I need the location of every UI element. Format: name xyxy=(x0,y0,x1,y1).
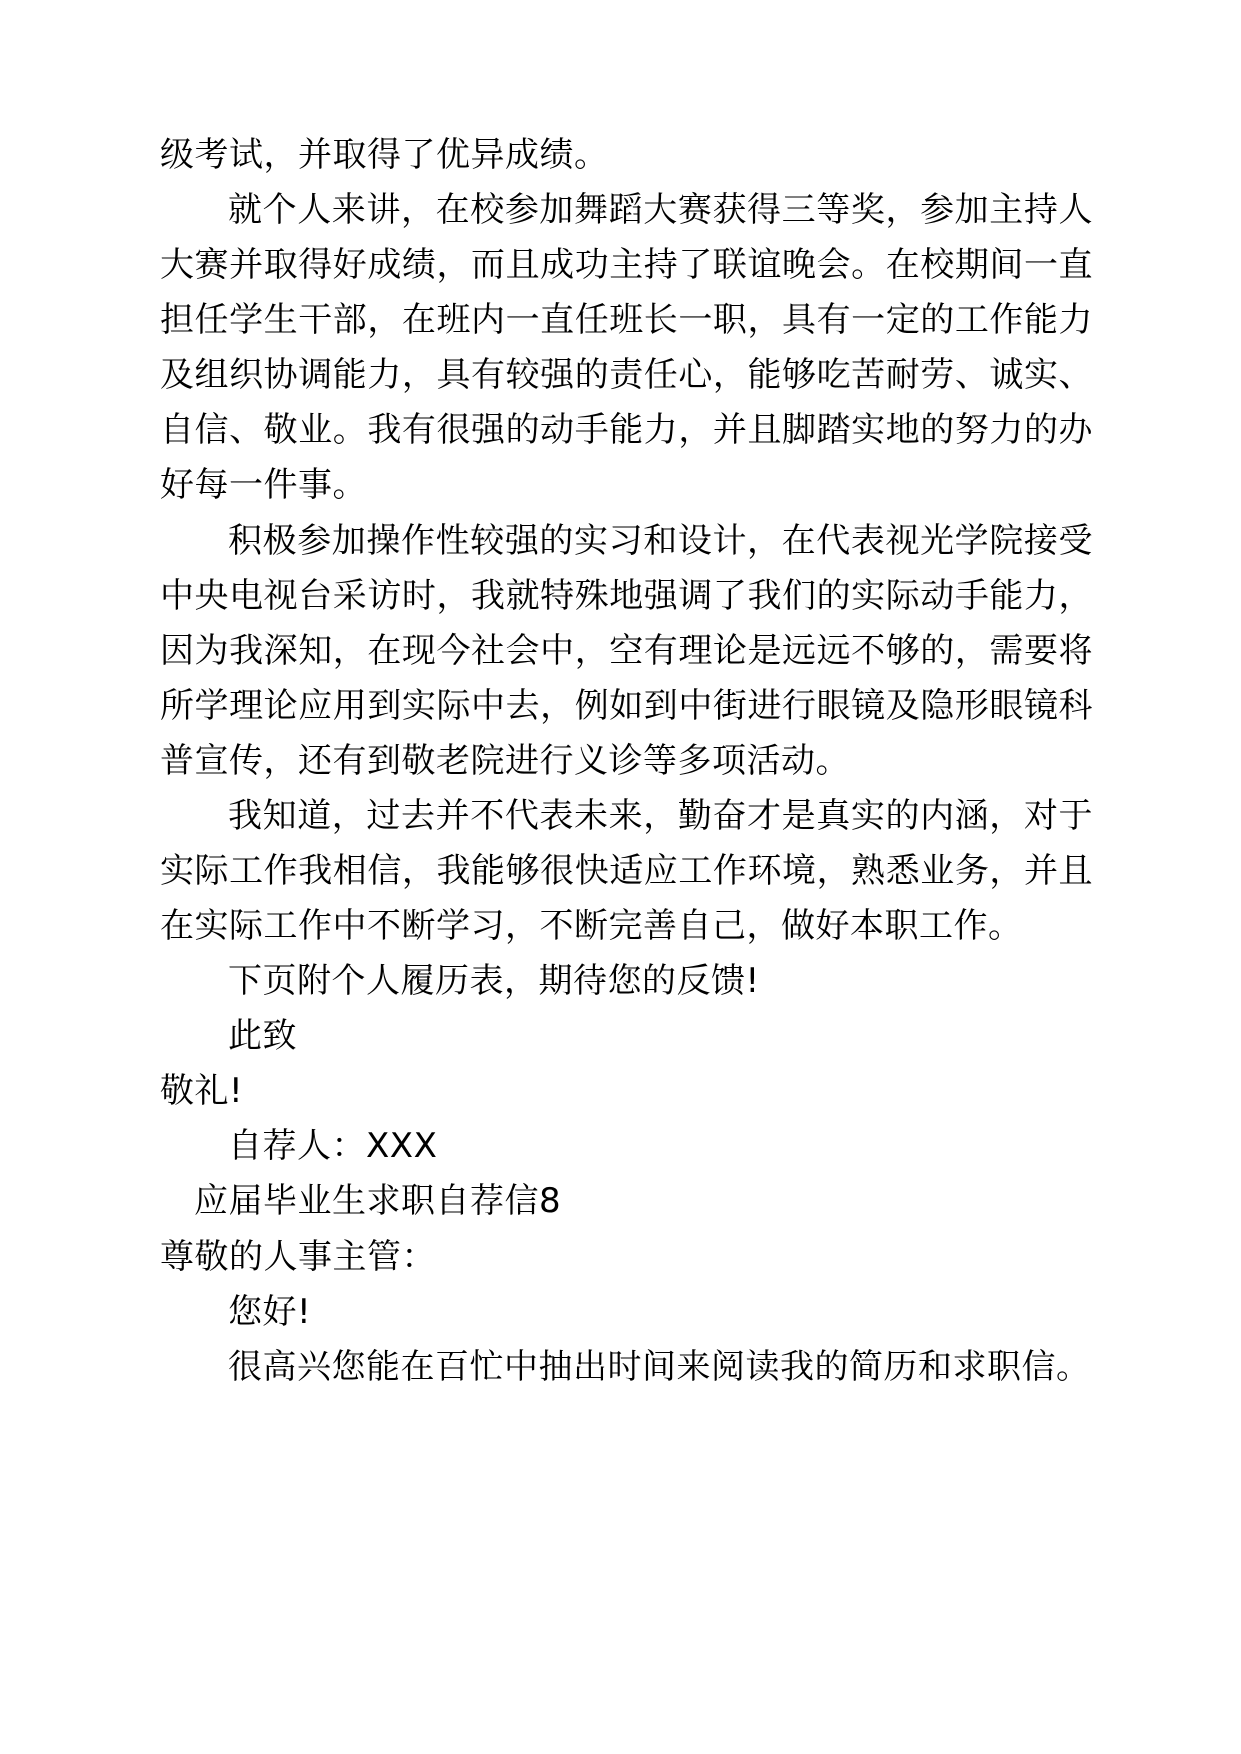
paragraph: 就个人来讲，在校参加舞蹈大赛获得三等奖，参加主持人大赛并取得好成绩，而且成功主持了联谊晚会。在校期间一直担任学生干部，在班内一直任班长一职，具有一定的工作能力及组织协调能力，具有较强的责任心，能够吃苦耐劳、诚实、自信、敬业。我有很强的动手能力，并且脚踏实地的努力的办好每一件事。 xyxy=(160,190,1093,506)
paragraph: 敬礼! xyxy=(160,1071,244,1112)
paragraph: 级考试，并取得了优异成绩。 xyxy=(160,135,609,175)
paragraph: 积极参加操作性较强的实习和设计，在代表视光学院接受中央电视台采访时，我就特殊地强调了我们的实际动手能力，因为我深知，在现今社会中，空有理论是远远不够的，需要将所学理论应用到实际中去，例如到中街进行眼镜及隐形眼镜科普宣传，还有到敬老院进行义诊等多项活动。 xyxy=(160,520,1093,781)
paragraph: 我知道，过去并不代表未来，勤奋才是真实的内涵，对于实际工作我相信，我能够很快适应工作环境，熟悉业务，并且在实际工作中不断学习，不断完善自己，做好本职工作。 xyxy=(160,795,1093,947)
paragraph: 下页附个人履历表，期待您的反馈! xyxy=(228,961,760,1002)
paragraph: 您好! xyxy=(228,1291,312,1332)
salutation: 尊敬的人事主管： xyxy=(160,1236,436,1277)
section-heading: 应届毕业生求职自荐信8 xyxy=(194,1181,562,1222)
paragraph: 很高兴您能在百忙中抽出时间来阅读我的简历和求职信。 xyxy=(228,1346,1091,1387)
paragraph: 此致 xyxy=(228,1016,297,1057)
paragraph-signature: 自荐人：XXX xyxy=(228,1126,438,1167)
document-body xyxy=(160,128,1093,1395)
